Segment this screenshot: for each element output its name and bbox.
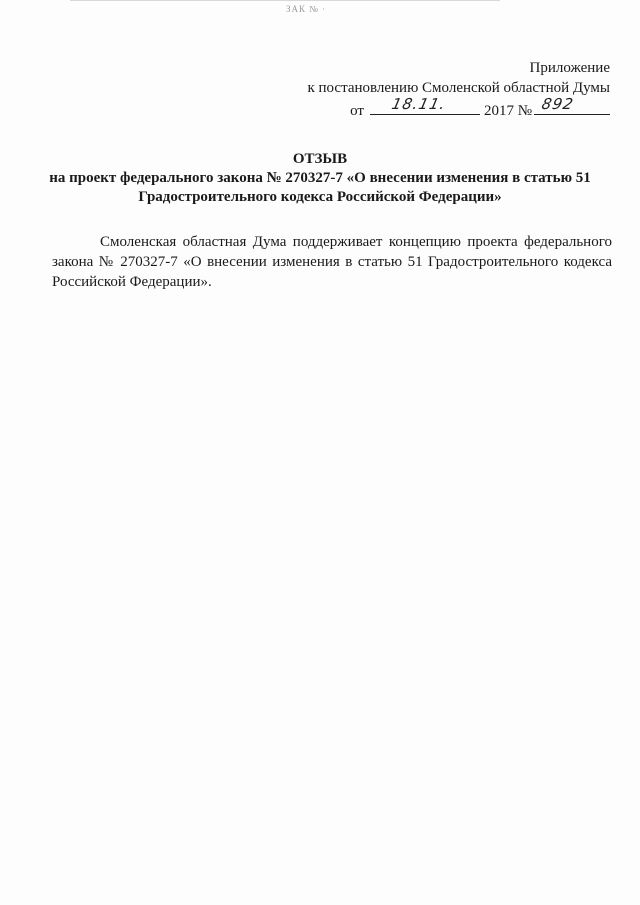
- document-title: ОТЗЫВ: [292, 151, 348, 167]
- appendix-block: [307, 58, 610, 121]
- scan-top-edge: [70, 0, 500, 1]
- handwritten-date: 18.11.: [390, 95, 448, 113]
- body-paragraph: Смоленская областная Дума поддерживает концепцию проекта федерального закона № 270327-7 «О внесении изменения в статью 51 Градостроительного кодекса Российской Федерации».: [52, 234, 612, 290]
- document-subtitle-line-2: Градостроительного кодекса Российской Федерации»: [138, 189, 502, 205]
- document-subtitle-line-1: на проект федерального закона № 270327-7 «О внесении изменения в статью 51: [49, 170, 591, 186]
- handwritten-number: 892: [540, 95, 576, 113]
- year-number-label: 2017 №: [483, 103, 532, 119]
- scan-stamp-mark: ЗАК № ·: [286, 4, 327, 14]
- resolution-reference: к постановлению Смоленской областной Думы: [307, 80, 610, 96]
- title-block: [20, 150, 620, 207]
- date-fill-line: [370, 95, 480, 115]
- number-fill-line: [534, 95, 610, 115]
- date-prefix: от: [350, 103, 364, 119]
- appendix-label: Приложение: [529, 60, 610, 76]
- date-number-line: [307, 95, 610, 121]
